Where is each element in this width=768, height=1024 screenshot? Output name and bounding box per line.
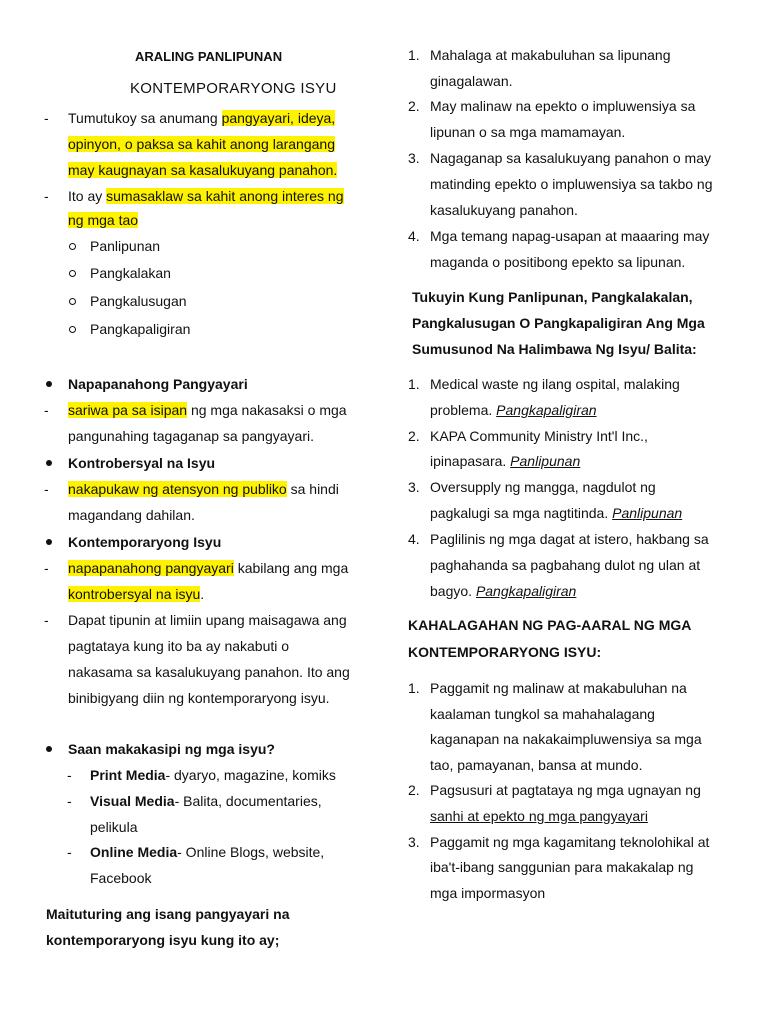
example-line: Paglilinis ng mga dagat at istero, hakbang sa bbox=[430, 531, 709, 547]
section-heading: Kontemporaryong Isyu bbox=[68, 534, 222, 550]
example-line: Oversupply ng mangga, nagdulot ng bbox=[430, 479, 656, 495]
example-line: Medical waste ng ilang ospital, malaking bbox=[430, 376, 680, 392]
task-heading: Pangkalusugan O Pangkapaligiran Ang Mga bbox=[412, 315, 705, 331]
example-answer: Pangkapaligiran bbox=[475, 583, 577, 599]
section-text: napapanahong pangyayari kabilang ang mga bbox=[68, 560, 349, 576]
scope-line-1: Ito ay sumasaklaw sa kahit anong interes ng bbox=[68, 188, 344, 204]
definition-line-3: may kaugnayan sa kasalukuyang panahon. bbox=[68, 162, 338, 178]
criteria-line: matinding epekto o impluwensiya sa takbo ng bbox=[430, 176, 713, 192]
list-number: 2. bbox=[408, 428, 420, 444]
importance-line: tao, pamayanan, bansa at mundo. bbox=[430, 757, 643, 773]
dash-marker: - bbox=[44, 188, 49, 204]
list-number: 3. bbox=[408, 150, 420, 166]
importance-line: kaalaman tungkol sa mahahalagang bbox=[430, 706, 655, 722]
importance-line: kaganapan na nakakaimpluwensiya sa mga bbox=[430, 731, 702, 747]
definition-line-2: opinyon, o paksa sa kahit anong larangang bbox=[68, 136, 335, 152]
section-text: sariwa pa sa isipan ng mga nakasaksi o mga bbox=[68, 402, 347, 418]
criteria-line: May malinaw na epekto o impluwensiya sa bbox=[430, 98, 696, 114]
source-item-cont: pelikula bbox=[90, 819, 138, 835]
paragraph-line: nakasama sa kasalukuyang panahon. Ito ang bbox=[68, 664, 350, 680]
example-line: KAPA Community Ministry Int'l Inc., bbox=[430, 428, 648, 444]
example-line: ipinapasara. Panlipunan bbox=[430, 453, 581, 469]
circle-bullet-icon bbox=[69, 298, 76, 305]
paragraph-line: pagtataya kung ito ba ay nakabuti o bbox=[68, 638, 290, 654]
section-heading: Kontrobersyal na Isyu bbox=[68, 455, 216, 471]
list-number: 2. bbox=[408, 98, 420, 114]
example-line: pagkalugi sa mga nagtitinda. Panlipunan bbox=[430, 505, 683, 521]
type-item: Pangkalusugan bbox=[90, 293, 187, 309]
circle-bullet-icon bbox=[69, 270, 76, 277]
section-text: pangunahing tagaganap sa pangyayari. bbox=[68, 428, 314, 444]
type-item: Pangkalakan bbox=[90, 265, 171, 281]
list-number: 1. bbox=[408, 376, 420, 392]
paragraph-line: Dapat tipunin at limiin upang maisagawa ang bbox=[68, 612, 347, 628]
list-number: 1. bbox=[408, 680, 420, 696]
section-text: magandang dahilan. bbox=[68, 507, 195, 523]
bullet-icon bbox=[46, 746, 52, 752]
importance-line: Pagsusuri at pagtataya ng mga ugnayan ng bbox=[430, 782, 701, 798]
section-text: nakapukaw ng atensyon ng publiko sa hindi bbox=[68, 481, 339, 497]
source-item-cont: Facebook bbox=[90, 870, 152, 886]
closing-line: Maituturing ang isang pangyayari na bbox=[46, 906, 290, 922]
source-item: Online Media- Online Blogs, website, bbox=[90, 844, 325, 860]
bullet-icon bbox=[46, 539, 52, 545]
subject-heading: ARALING PANLIPUNAN bbox=[135, 49, 283, 64]
importance-heading: KAHALAGAHAN NG PAG-AARAL NG MGA bbox=[408, 617, 692, 633]
criteria-line: lipunan o sa mga mamamayan. bbox=[430, 124, 626, 140]
importance-line: mga impormasyon bbox=[430, 885, 546, 901]
criteria-line: ginagalawan. bbox=[430, 73, 513, 89]
list-number: 3. bbox=[408, 834, 420, 850]
task-heading: Sumusunod Na Halimbawa Ng Isyu/ Balita: bbox=[412, 341, 697, 357]
criteria-line: Mga temang napag-usapan at maaaring may bbox=[430, 228, 710, 244]
paragraph-line: binibigyang diin ng kontemporaryong isyu. bbox=[68, 690, 330, 706]
importance-line: Paggamit ng malinaw at makabuluhan na bbox=[430, 680, 687, 696]
list-number: 2. bbox=[408, 782, 420, 798]
section-heading: Napapanahong Pangyayari bbox=[68, 376, 248, 392]
example-answer: Panlipunan bbox=[510, 453, 581, 469]
criteria-line: Nagaganap sa kasalukuyang panahon o may bbox=[430, 150, 711, 166]
closing-line: kontemporaryong isyu kung ito ay; bbox=[46, 932, 280, 948]
importance-line: Paggamit ng mga kagamitang teknolohikal at bbox=[430, 834, 710, 850]
list-number: 3. bbox=[408, 479, 420, 495]
criteria-line: Mahalaga at makabuluhan sa lipunang bbox=[430, 47, 671, 63]
section-heading: Saan makakasipi ng mga isyu? bbox=[68, 741, 275, 757]
example-line: problema. Pangkapaligiran bbox=[430, 402, 597, 418]
criteria-line: kasalukuyang panahon. bbox=[430, 202, 578, 218]
importance-line: sanhi at epekto ng mga pangyayari bbox=[430, 808, 648, 824]
circle-bullet-icon bbox=[69, 243, 76, 250]
source-item: Visual Media- Balita, documentaries, bbox=[90, 793, 322, 809]
circle-bullet-icon bbox=[69, 326, 76, 333]
bullet-icon bbox=[46, 460, 52, 466]
page-title: KONTEMPORARYONG ISYU bbox=[130, 80, 337, 97]
criteria-line: maganda o positibong epekto sa lipunan. bbox=[430, 254, 686, 270]
scope-line-2: ng mga tao bbox=[68, 212, 139, 228]
dash-marker: - bbox=[67, 793, 72, 809]
dash-marker: - bbox=[44, 560, 49, 576]
dash-marker: - bbox=[67, 767, 72, 783]
example-line: bagyo. Pangkapaligiran bbox=[430, 583, 577, 599]
dash-marker: - bbox=[44, 481, 49, 497]
list-number: 4. bbox=[408, 531, 420, 547]
section-text: kontrobersyal na isyu. bbox=[68, 586, 205, 602]
example-answer: Pangkapaligiran bbox=[496, 402, 597, 418]
list-number: 1. bbox=[408, 47, 420, 63]
bullet-icon bbox=[46, 381, 52, 387]
task-heading: Tukuyin Kung Panlipunan, Pangkalakalan, bbox=[412, 289, 693, 305]
importance-line: iba't-ibang sanggunian para makakalap ng bbox=[430, 859, 694, 875]
source-item: Print Media- dyaryo, magazine, komiks bbox=[90, 767, 336, 783]
dash-marker: - bbox=[44, 402, 49, 418]
dash-marker: - bbox=[44, 612, 49, 628]
example-answer: Panlipunan bbox=[612, 505, 683, 521]
dash-marker: - bbox=[67, 844, 72, 860]
list-number: 4. bbox=[408, 228, 420, 244]
example-line: paghahanda sa pagbahang dulot ng ulan at bbox=[430, 557, 701, 573]
type-item: Panlipunan bbox=[90, 238, 161, 254]
type-item: Pangkapaligiran bbox=[90, 321, 191, 337]
definition-line-1: Tumutukoy sa anumang pangyayari, ideya, bbox=[68, 110, 336, 126]
dash-marker: - bbox=[44, 110, 49, 126]
importance-heading: KONTEMPORARYONG ISYU: bbox=[408, 644, 602, 660]
